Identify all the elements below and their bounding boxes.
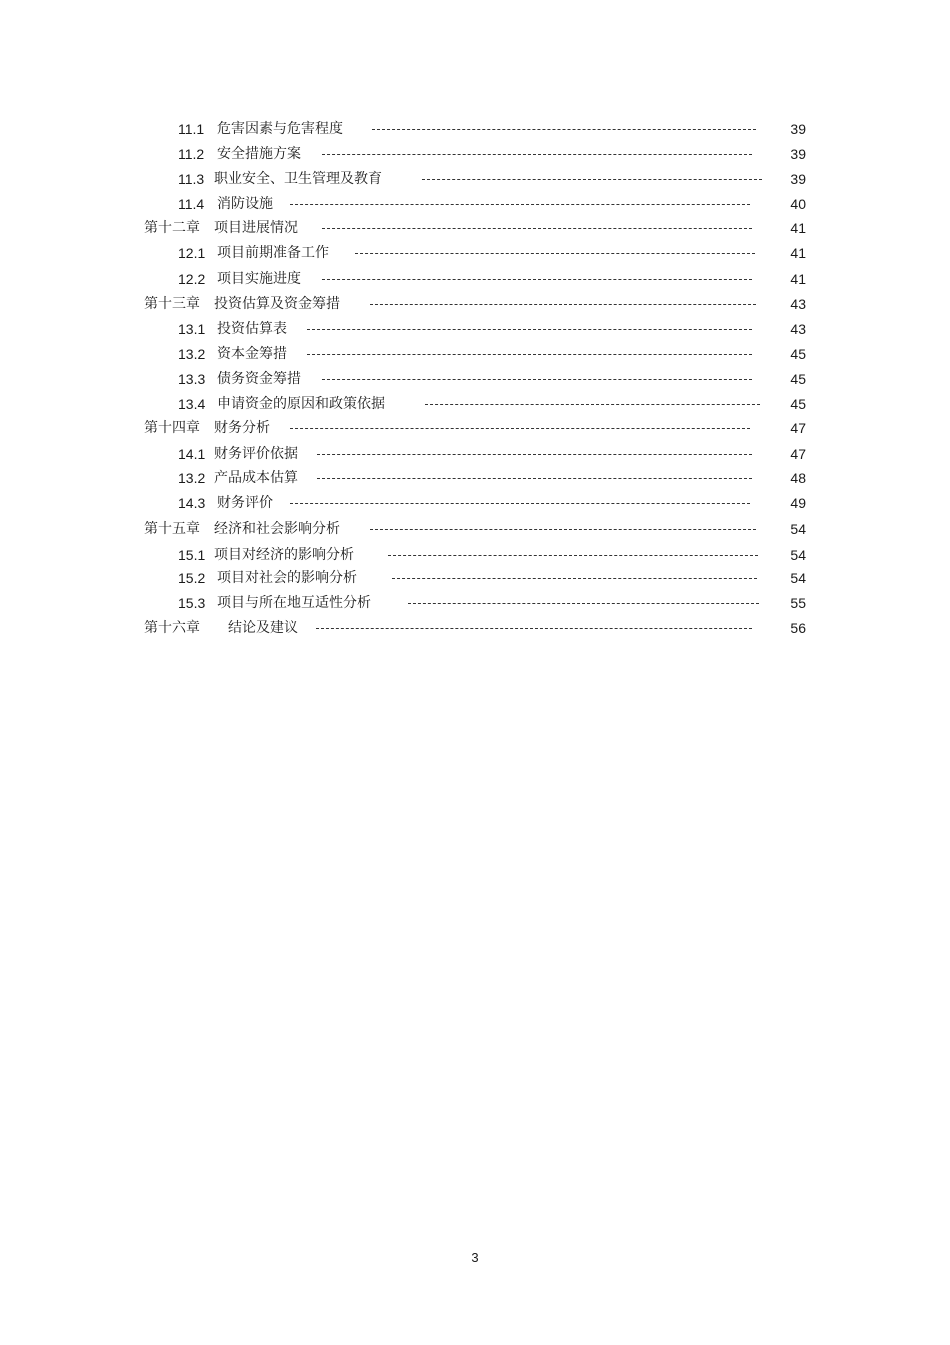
toc-entry-number: 15.3	[178, 595, 206, 611]
toc-entry[interactable]	[0, 142, 950, 166]
toc-entry-number: 11.1	[178, 121, 205, 137]
dot-leader	[317, 454, 752, 455]
toc-entry-number: 12.1	[178, 245, 206, 261]
toc-entry-number: 12.2	[178, 271, 206, 287]
toc-entry-number: 13.3	[178, 371, 206, 387]
toc-entry-page: 43	[790, 296, 806, 312]
toc-entry-title: 产品成本估算	[214, 470, 298, 486]
dot-leader	[370, 529, 756, 530]
toc-entry-title: 财务评价	[217, 495, 273, 511]
toc-entry-title: 项目前期准备工作	[217, 245, 329, 261]
dot-leader	[322, 228, 752, 229]
toc-entry-page: 39	[790, 146, 806, 162]
toc-entry[interactable]	[0, 442, 950, 466]
dot-leader	[425, 404, 760, 405]
dot-leader	[408, 603, 759, 604]
toc-entry-title: 项目与所在地互适性分析	[217, 595, 371, 611]
toc-entry-title: 危害因素与危害程度	[217, 121, 343, 137]
toc-entry-page: 55	[790, 595, 806, 611]
toc-entry[interactable]	[0, 466, 950, 490]
dot-leader	[422, 179, 762, 180]
toc-entry-page: 40	[790, 196, 806, 212]
toc-entry-number: 13.2	[178, 470, 206, 486]
dot-leader	[388, 555, 758, 556]
toc-entry-page: 47	[790, 446, 806, 462]
toc-entry-page: 45	[790, 396, 806, 412]
toc-entry-page: 54	[790, 547, 806, 563]
toc-chapter[interactable]	[0, 292, 950, 316]
toc-entry-title: 财务评价依据	[214, 446, 298, 462]
toc-entry-number: 11.3	[178, 171, 205, 187]
toc-entry-title: 项目对社会的影响分析	[217, 570, 357, 586]
dot-leader	[322, 279, 752, 280]
toc-entry[interactable]	[0, 591, 950, 615]
toc-entry-page: 49	[790, 495, 806, 511]
toc-entry-number: 15.2	[178, 570, 206, 586]
dot-leader	[322, 379, 752, 380]
toc-entry[interactable]	[0, 192, 950, 216]
toc-entry-title: 申请资金的原因和政策依据	[217, 396, 385, 412]
toc-chapter-title: 第十二章 项目进展情况	[144, 220, 298, 236]
toc-entry[interactable]	[0, 241, 950, 265]
dot-leader	[316, 628, 752, 629]
toc-entry-page: 41	[790, 271, 806, 287]
toc-entry-number: 14.1	[178, 446, 206, 462]
dot-leader	[317, 478, 752, 479]
dot-leader	[290, 503, 750, 504]
toc-entry[interactable]	[0, 167, 950, 191]
toc-entry-title: 投资估算表	[217, 321, 287, 337]
toc-entry-title: 职业安全、卫生管理及教育	[214, 171, 382, 187]
dot-leader	[322, 154, 752, 155]
toc-entry-number: 11.4	[178, 196, 205, 212]
dot-leader	[372, 129, 756, 130]
toc-entry-page: 56	[790, 620, 806, 636]
toc-entry-number: 13.1	[178, 321, 206, 337]
toc-entry-title: 资本金筹措	[217, 346, 287, 362]
dot-leader	[290, 428, 750, 429]
toc-entry[interactable]	[0, 491, 950, 515]
toc-chapter-title: 第十四章 财务分析	[144, 420, 270, 436]
toc-entry-number: 13.4	[178, 396, 206, 412]
dot-leader	[355, 253, 755, 254]
dot-leader	[290, 204, 750, 205]
toc-entry-number: 11.2	[178, 146, 205, 162]
toc-entry[interactable]	[0, 367, 950, 391]
dot-leader	[307, 354, 752, 355]
toc-entry-page: 47	[790, 420, 806, 436]
page-number: 3	[471, 1250, 479, 1265]
toc-entry-number: 15.1	[178, 547, 206, 563]
dot-leader	[392, 578, 757, 579]
dot-leader	[370, 304, 756, 305]
toc-entry-page: 39	[790, 171, 806, 187]
toc-entry-page: 39	[790, 121, 806, 137]
toc-chapter[interactable]	[0, 517, 950, 541]
toc-entry-page: 45	[790, 371, 806, 387]
toc-entry-title: 安全措施方案	[217, 146, 301, 162]
toc-chapter[interactable]	[0, 416, 950, 440]
toc-entry-title: 项目实施进度	[217, 271, 301, 287]
dot-leader	[307, 329, 752, 330]
toc-entry-number: 14.3	[178, 495, 206, 511]
toc-chapter-title: 第十六章 结论及建议	[144, 620, 298, 636]
toc-entry-page: 45	[790, 346, 806, 362]
toc-entry-page: 41	[790, 245, 806, 261]
toc-entry-page: 54	[790, 521, 806, 537]
toc-entry[interactable]	[0, 267, 950, 291]
toc-entry[interactable]	[0, 566, 950, 590]
toc-entry[interactable]	[0, 342, 950, 366]
toc-entry-page: 43	[790, 321, 806, 337]
toc-entry-page: 41	[790, 220, 806, 236]
toc-entry[interactable]	[0, 543, 950, 567]
toc-chapter-title: 第十三章 投资估算及资金筹措	[144, 296, 340, 312]
toc-entry[interactable]	[0, 317, 950, 341]
toc-chapter[interactable]	[0, 616, 950, 640]
table-of-contents	[0, 0, 950, 660]
toc-entry[interactable]	[0, 117, 950, 141]
toc-chapter[interactable]	[0, 216, 950, 240]
toc-entry-page: 54	[790, 570, 806, 586]
toc-entry-page: 48	[790, 470, 806, 486]
toc-chapter-title: 第十五章 经济和社会影响分析	[144, 521, 340, 537]
toc-entry-title: 消防设施	[217, 196, 273, 212]
toc-entry[interactable]	[0, 392, 950, 416]
toc-entry-title: 债务资金筹措	[217, 371, 301, 387]
toc-entry-title: 项目对经济的影响分析	[214, 547, 354, 563]
toc-entry-number: 13.2	[178, 346, 206, 362]
